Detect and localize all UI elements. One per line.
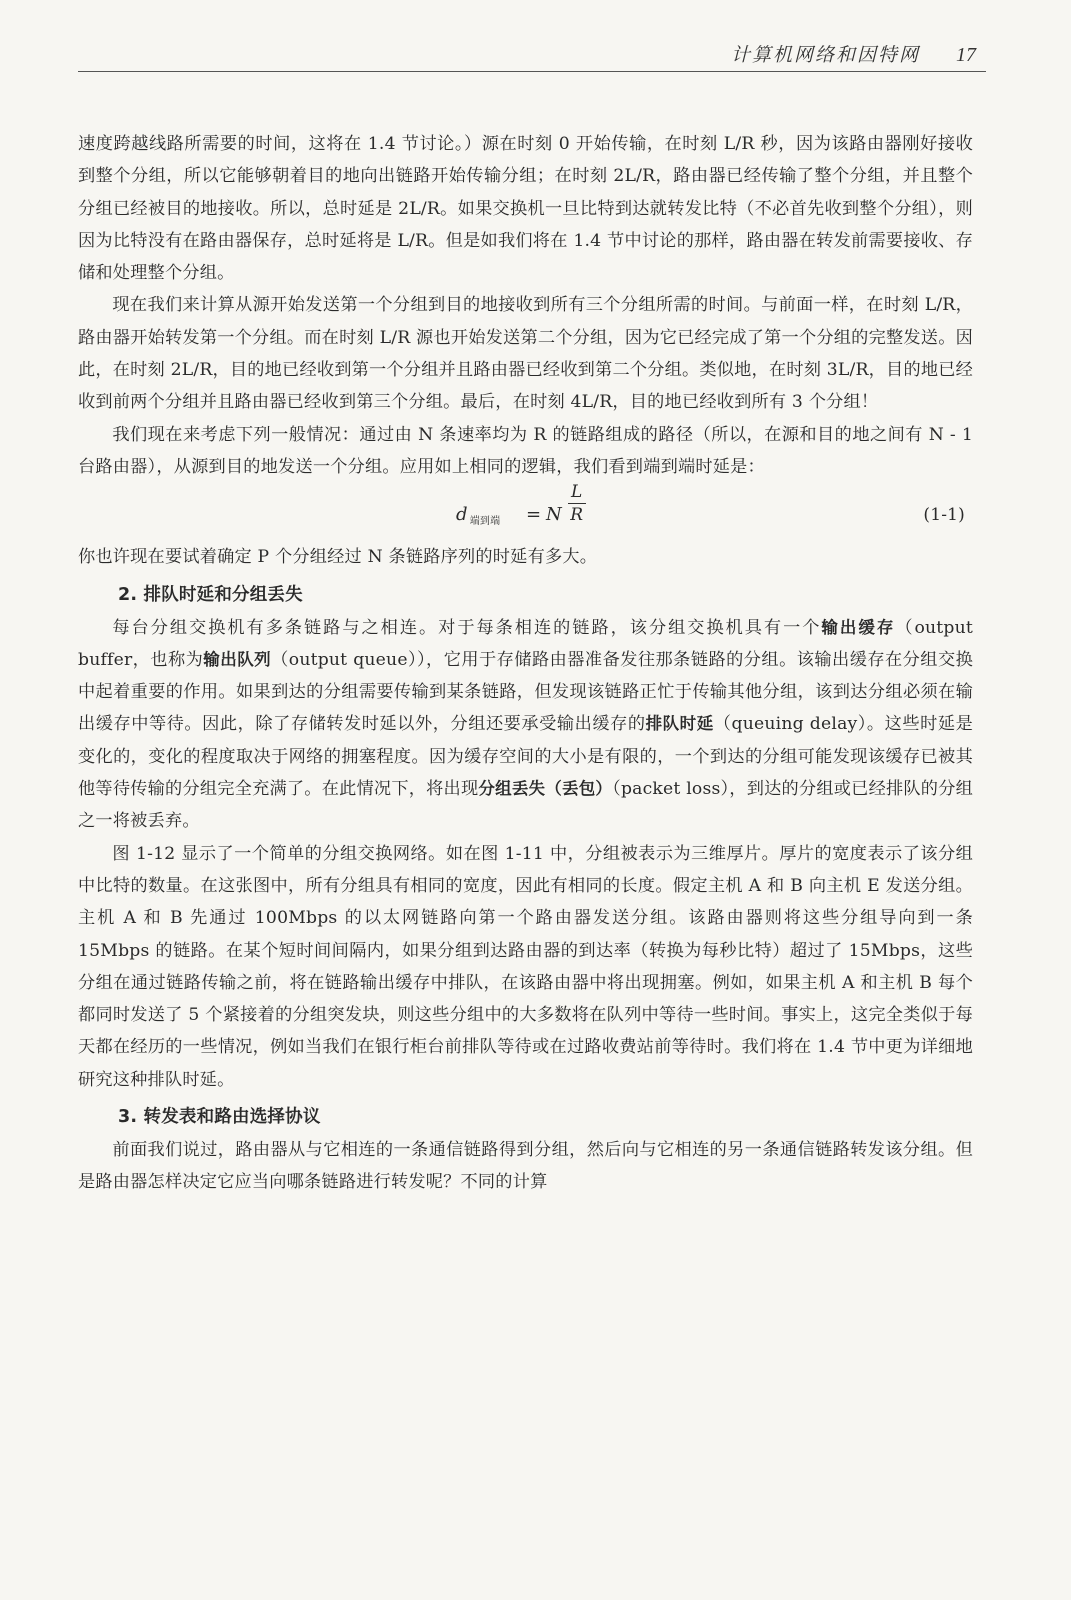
paragraph-3: 我们现在来考虑下列一般情况：通过由 N 条速率均为 R 的链路组成的路径（所以，在源和目的地之间有 N - 1 台路由器），从源到目的地发送一个分组。应用如上相同的逻辑，我们看到端到端时延是：	[78, 424, 973, 477]
equation-lhs: d $_{端到端}$	[456, 504, 501, 528]
paragraph-5: 每台分组交换机有多条链路与之相连。对于每条相连的链路，该分组交换机具有一个输出缓存（output buffer，也称为输出队列（output queue）），它用于存储路由器准备发往那条链路的分组。该输出缓存在分组交换中起着重要的作用。如果到达的分组需要传输到某条链路，但发现该链路正忙于传输其他分组，该到达分组必须在输出缓存中等待。因此，除了存储转发时延以外，分组还要承受输出缓存的排队时延（queuing delay）。这些时延是变化的，变化的程度取决于网络的拥塞程度。因为缓存空间的大小是有限的，一个到达的分组可能发现该缓存已被其他等待传输的分组完全充满了。在此情况下，将出现分组丢失（丢包）（packet loss），到达的分组或已经排队的分组之一将被丢弃。	[78, 617, 973, 832]
equation-number: (1-1)	[923, 505, 965, 526]
paragraph-7: 前面我们说过，路由器从与它相连的一条通信链路得到分组，然后向与它相连的另一条通信链路转发该分组。但是路由器怎样决定它应当向哪条链路进行转发呢？不同的计算	[78, 1140, 973, 1193]
equation-numerator: L	[568, 481, 586, 504]
paragraph-2: 现在我们来计算从源开始发送第一个分组到目的地接收到所有三个分组所需的时间。与前面一样，在时刻 L/R，路由器开始转发第一个分组。而在时刻 L/R 源也开始发送第二个分组，因为它已经完成了第一个分组的完整发送。因此，在时刻 2L/R，目的地已经收到第一个分组并且路由器已经收到第二个分组。类似地，在时刻 3L/R，目的地已经收到前两个分组并且路由器已经收到第三个分组。最后，在时刻 4L/R，目的地已经收到所有 3 个分组！	[78, 295, 973, 413]
page-number: 17	[956, 44, 976, 66]
equation-denominator: R	[570, 505, 584, 526]
running-header	[78, 38, 986, 72]
term-output-queue: 输出队列	[203, 649, 272, 669]
equation-equals: =	[526, 504, 542, 526]
section-heading-2: 2. 排队时延和分组丢失	[118, 584, 303, 605]
paragraph-1: 速度跨越线路所需要的时间，这将在 1.4 节讨论。）源在时刻 0 开始传输，在时刻 L/R 秒，因为该路由器刚好接收到整个分组，所以它能够朝着目的地向出链路开始传输分组；在时刻 2L/R，路由器已经传输了整个分组，并且整个分组已经被目的地接收。所以，总时延是 2L/R。如果交换机一旦比特到达就转发比特（不必首先收到整个分组），则因为比特没有在路由器保存，总时延将是 L/R。但是如我们将在 1.4 节中讨论的那样，路由器在转发前需要接收、存储和处理整个分组。	[78, 134, 973, 284]
term-queuing-delay: 排队时延	[645, 714, 714, 734]
equation-1-1	[78, 483, 973, 541]
equation-factor: N	[546, 504, 562, 526]
body-text	[78, 128, 973, 1199]
section-heading-3: 3. 转发表和路由选择协议	[118, 1107, 321, 1128]
running-title: 计算机网络和因特网	[730, 44, 920, 66]
term-output-buffer: 输出缓存	[821, 617, 896, 637]
equation-fraction	[568, 481, 586, 526]
term-packet-loss: 分组丢失（丢包）	[478, 779, 613, 799]
paragraph-4: 你也许现在要试着确定 P 个分组经过 N 条链路序列的时延有多大。	[78, 547, 598, 568]
equation-subscript: 端到端	[469, 516, 501, 528]
paragraph-6: 图 1-12 显示了一个简单的分组交换网络。如在图 1-11 中，分组被表示为三维厚片。厚片的宽度表示了该分组中比特的数量。在这张图中，所有分组具有相同的宽度，因此有相同的长度。假定主机 A 和 B 向主机 E 发送分组。主机 A 和 B 先通过 100Mbps 的以太网链路向第一个路由器发送分组。该路由器则将这些分组导向到一条 15Mbps 的链路。在某个短时间间隔内，如果分组到达路由器的到达率（转换为每秒比特）超过了 15Mbps，这些分组在通过链路传输之前，将在链路输出缓存中排队，在该路由器中将出现拥塞。例如，如果主机 A 和主机 B 每个都同时发送了 5 个紧接着的分组突发块，则这些分组中的大多数将在队列中等待一些时间。事实上，这完全类似于每天都在经历的一些情况，例如当我们在银行柜台前排队等待或在过路收费站前等待时。我们将在 1.4 节中更为详细地研究这种排队时延。	[78, 843, 973, 1090]
